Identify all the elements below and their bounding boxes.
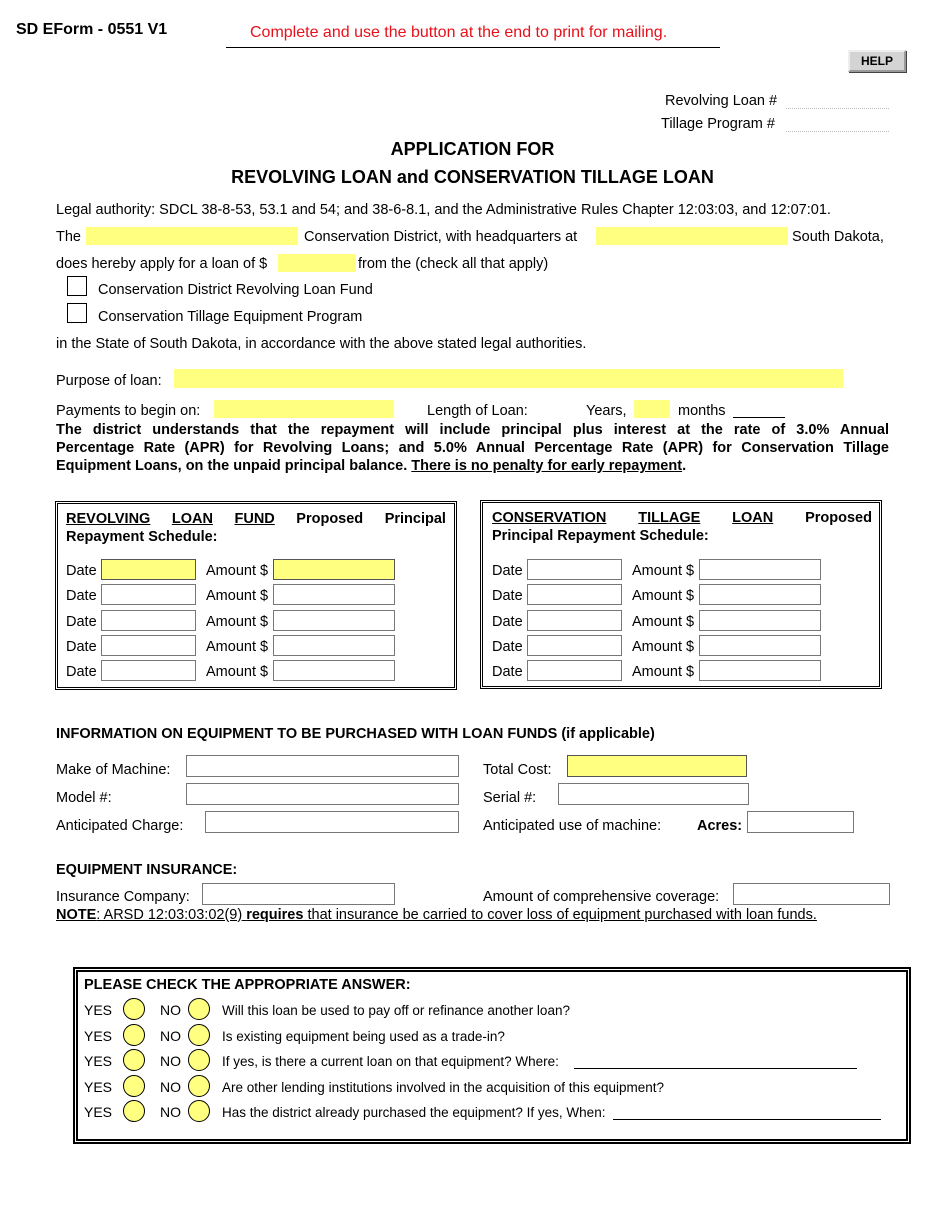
revolving-date-label: Date	[66, 638, 97, 655]
revolving-amount-field[interactable]	[273, 635, 395, 656]
yes-label: YES	[84, 1053, 113, 1069]
total-cost-label: Total Cost:	[483, 762, 552, 778]
revolving-date-field[interactable]	[101, 584, 196, 605]
no-radio[interactable]	[188, 1075, 210, 1097]
yes-label: YES	[84, 1002, 113, 1018]
no-radio[interactable]	[188, 1024, 210, 1046]
charge-label: Anticipated Charge:	[56, 818, 184, 834]
legal-authority: Legal authority: SDCL 38-8-53, 53.1 and 54; and 38-6-8.1, and the Administrative Rules Chapter 12:03:03, and 12:07:01.	[56, 202, 831, 218]
revolving-date-label: Date	[66, 588, 97, 605]
no-label: NO	[160, 1053, 181, 1069]
tillage-date-field[interactable]	[527, 660, 622, 681]
yes-radio[interactable]	[123, 998, 145, 1020]
purpose-field[interactable]	[174, 369, 843, 388]
charge-field[interactable]	[205, 811, 459, 833]
purpose-label: Purpose of loan:	[56, 373, 162, 389]
tillage-amount-field[interactable]	[699, 635, 821, 656]
years-field[interactable]	[634, 400, 670, 418]
months-label: months	[678, 403, 726, 419]
revolving-date-label: Date	[66, 563, 97, 579]
tillage-date-field[interactable]	[527, 584, 622, 605]
yes-label: YES	[84, 1027, 113, 1044]
revolving-schedule-subtitle: Repayment Schedule:	[66, 529, 218, 545]
apply-for-label: does hereby apply for a loan of $	[56, 256, 268, 272]
tillage-date-field[interactable]	[527, 635, 622, 656]
interest-line-3: Equipment Loans, on the unpaid principal balance. There is no penalty for early repayment.	[56, 458, 687, 474]
revolving-schedule-title: REVOLVING LOAN FUND Proposed Principal	[66, 511, 446, 527]
questions-heading: PLEASE CHECK THE APPROPRIATE ANSWER:	[84, 977, 411, 993]
make-label: Make of Machine:	[56, 762, 171, 778]
revolving-amount-label: Amount $	[206, 638, 269, 655]
length-of-loan-label: Length of Loan:	[427, 403, 528, 419]
title-line-2: REVOLVING LOAN and CONSERVATION TILLAGE LOAN	[231, 167, 714, 187]
revolving-amount-label: Amount $	[206, 563, 269, 579]
insurance-heading: EQUIPMENT INSURANCE:	[56, 862, 238, 878]
revolving-date-field[interactable]	[101, 635, 196, 656]
tillage-amount-label: Amount $	[632, 588, 695, 605]
insurance-note: NOTE: ARSD 12:03:03:02(9) requires that insurance be carried to cover loss of equipment purchased with loan funds.	[56, 907, 817, 923]
state-clause: in the State of South Dakota, in accordance with the above stated legal authorities.	[56, 336, 587, 352]
tillage-amount-field[interactable]	[699, 559, 821, 580]
question-text: If yes, is there a current loan on that equipment? Where:	[222, 1054, 559, 1069]
insurance-company-field[interactable]	[202, 883, 395, 905]
serial-field[interactable]	[558, 783, 749, 805]
payments-begin-field[interactable]	[214, 400, 394, 418]
make-field[interactable]	[186, 755, 459, 777]
insurance-company-label: Insurance Company:	[56, 889, 190, 905]
no-label: NO	[160, 1104, 181, 1120]
tillage-amount-label: Amount $	[632, 563, 695, 579]
instruction-underline	[226, 47, 720, 48]
conservation-district-label: Conservation District, with headquarters at	[304, 229, 578, 245]
from-the-label: from the (check all that apply)	[358, 256, 549, 272]
yes-radio[interactable]	[123, 1100, 145, 1122]
interest-line-2: Percentage Rate (APR) for Revolving Loans; and 5.0% Annual Percentage Rate (APR) for Conservation Tillage	[56, 440, 889, 456]
tillage-amount-field[interactable]	[699, 610, 821, 631]
tillage-amount-field[interactable]	[699, 660, 821, 681]
coverage-label: Amount of comprehensive coverage:	[483, 889, 720, 905]
headquarters-field[interactable]	[596, 227, 788, 245]
loan-amount-field[interactable]	[278, 254, 356, 272]
revolving-fund-checkbox[interactable]	[67, 276, 87, 296]
acres-field[interactable]	[747, 811, 854, 833]
south-dakota-label: South Dakota,	[792, 229, 884, 245]
tillage-date-field[interactable]	[527, 610, 622, 631]
question-text: Has the district already purchased the equipment? If yes, When:	[222, 1105, 606, 1120]
form-id: SD EForm - 0551 V1	[16, 21, 168, 38]
revolving-amount-label: Amount $	[206, 664, 269, 681]
months-field[interactable]	[733, 417, 785, 418]
revolving-date-field[interactable]	[101, 660, 196, 681]
revolving-amount-field[interactable]	[273, 610, 395, 631]
answer-line-field[interactable]	[574, 1068, 857, 1069]
no-label: NO	[160, 1027, 181, 1044]
revolving-amount-label: Amount $	[206, 613, 269, 630]
tillage-program-number-field[interactable]	[786, 131, 889, 132]
use-label: Anticipated use of machine:	[483, 818, 662, 834]
revolving-date-field[interactable]	[101, 559, 196, 580]
tillage-schedule-title: CONSERVATION TILLAGE LOAN Proposed	[492, 510, 872, 526]
equipment-heading: INFORMATION ON EQUIPMENT TO BE PURCHASED WITH LOAN FUNDS (if applicable)	[56, 726, 655, 742]
revolving-loan-number-field[interactable]	[786, 108, 889, 109]
no-radio[interactable]	[188, 1100, 210, 1122]
tillage-amount-field[interactable]	[699, 584, 821, 605]
no-label: NO	[160, 1078, 181, 1095]
tillage-date-label: Date	[492, 664, 523, 681]
tillage-date-label: Date	[492, 563, 523, 579]
revolving-amount-field[interactable]	[273, 660, 395, 681]
interest-line-1: The district understands that the repayment will include principal plus interest at the rate of 3.0% Annual	[56, 422, 889, 438]
help-button[interactable]: HELP	[848, 50, 906, 72]
revolving-amount-field[interactable]	[273, 584, 395, 605]
no-radio[interactable]	[188, 998, 210, 1020]
tillage-date-field[interactable]	[527, 559, 622, 580]
tillage-schedule-subtitle: Principal Repayment Schedule:	[492, 528, 709, 544]
yes-radio[interactable]	[123, 1024, 145, 1046]
tillage-date-label: Date	[492, 613, 523, 630]
question-text: Is existing equipment being used as a trade-in?	[222, 1028, 505, 1044]
revolving-amount-field[interactable]	[273, 559, 395, 580]
tillage-date-label: Date	[492, 588, 523, 605]
revolving-date-label: Date	[66, 613, 97, 630]
tillage-program-label: Tillage Program #	[661, 116, 775, 132]
acres-label: Acres:	[697, 818, 743, 834]
yes-radio[interactable]	[123, 1075, 145, 1097]
answer-line-field[interactable]	[613, 1119, 881, 1120]
print-instruction: Complete and use the button at the end to print for mailing.	[250, 24, 668, 41]
revolving-date-label: Date	[66, 664, 97, 681]
tillage-amount-label: Amount $	[632, 613, 695, 630]
revolving-amount-label: Amount $	[206, 588, 269, 605]
district-name-field[interactable]	[86, 227, 298, 245]
revolving-date-field[interactable]	[101, 610, 196, 631]
no-label: NO	[160, 1002, 181, 1018]
question-text: Will this loan be used to pay off or refinance another loan?	[222, 1003, 570, 1018]
yes-label: YES	[84, 1078, 113, 1095]
tillage-date-label: Date	[492, 638, 523, 655]
tillage-amount-label: Amount $	[632, 664, 695, 681]
the-label: The	[56, 229, 81, 245]
yes-radio[interactable]	[123, 1049, 145, 1071]
title-line-1: APPLICATION FOR	[390, 139, 555, 159]
revolving-loan-label: Revolving Loan #	[665, 93, 778, 109]
coverage-field[interactable]	[733, 883, 890, 905]
total-cost-field[interactable]	[567, 755, 747, 777]
years-label: Years,	[586, 403, 627, 419]
tillage-program-option-label: Conservation Tillage Equipment Program	[98, 309, 363, 325]
payments-begin-label: Payments to begin on:	[56, 403, 201, 419]
yes-label: YES	[84, 1104, 113, 1120]
tillage-program-checkbox[interactable]	[67, 303, 87, 323]
model-field[interactable]	[186, 783, 459, 805]
no-penalty-text: There is no penalty for early repayment	[411, 458, 683, 474]
tillage-amount-label: Amount $	[632, 638, 695, 655]
model-label: Model #:	[56, 790, 112, 806]
serial-label: Serial #:	[483, 790, 537, 806]
no-radio[interactable]	[188, 1049, 210, 1071]
question-text: Are other lending institutions involved in the acquisition of this equipment?	[222, 1079, 665, 1095]
revolving-fund-label: Conservation District Revolving Loan Fund	[98, 282, 373, 298]
